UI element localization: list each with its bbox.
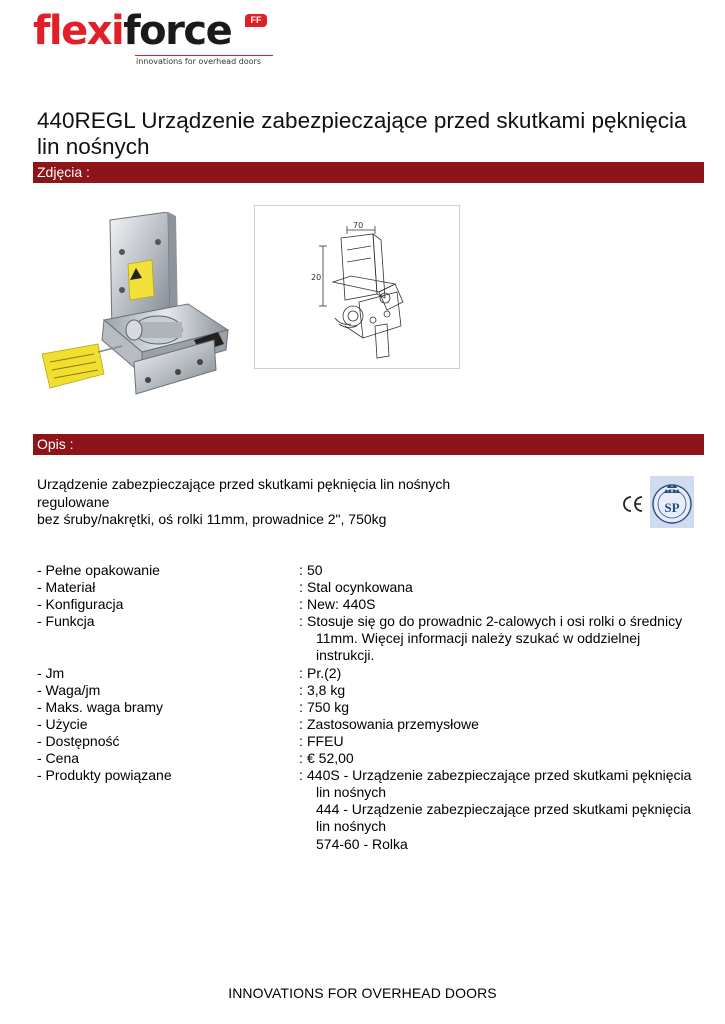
- spec-value-line: € 52,00: [307, 750, 354, 767]
- spec-row: [37, 562, 713, 579]
- spec-separator: :: [299, 681, 303, 698]
- spec-separator: :: [299, 698, 303, 715]
- technical-drawing-icon: [255, 206, 459, 368]
- description-line: Urządzenie zabezpieczające przed skutkami pęknięcia lin nośnych: [37, 476, 451, 492]
- brand-rule: [135, 55, 273, 56]
- brand-wordmark-part1: flexi: [33, 8, 124, 54]
- spec-value: [307, 562, 713, 579]
- page-title: 440REGL Urządzenie zabezpieczające przed skutkami pęknięcia lin nośnych: [37, 108, 687, 159]
- spec-value-line: Pr.(2): [307, 664, 342, 681]
- spec-value-line: 574-60 - Rolka: [316, 835, 408, 852]
- spec-row: [37, 750, 713, 767]
- spec-separator: :: [299, 750, 303, 767]
- spec-value-line: lin nośnych: [316, 818, 387, 835]
- brand-badge-icon: FF: [245, 14, 267, 27]
- spec-value-line: 750 kg: [307, 698, 350, 715]
- spec-value: [307, 579, 713, 596]
- spec-row: [37, 699, 713, 716]
- brand-wordmark-part2: force: [123, 8, 232, 54]
- spec-value-line: 440S - Urządzenie zabezpieczające przed skutkami pęknięcia: [307, 767, 692, 784]
- sp-seal-text: SP: [664, 500, 680, 515]
- spec-value-line: 444 - Urządzenie zabezpieczające przed skutkami pęknięcia: [316, 801, 692, 818]
- technical-drawing: [254, 205, 460, 369]
- product-description: [37, 476, 597, 529]
- spec-value: [307, 733, 713, 750]
- spec-separator: :: [299, 715, 303, 732]
- spec-separator: :: [299, 579, 303, 596]
- spec-value-line: 3,8 kg: [307, 681, 346, 698]
- spec-value-line: Stal ocynkowana: [307, 579, 413, 596]
- brand-logo: [33, 10, 273, 66]
- spec-label: - Produkty powiązane: [37, 767, 172, 784]
- ce-mark-icon: [622, 495, 644, 513]
- spec-value: [307, 716, 713, 733]
- spec-value: [307, 613, 713, 664]
- spec-label: - Pełne opakowanie: [37, 562, 160, 578]
- page-footer: INNOVATIONS FOR OVERHEAD DOORS: [228, 985, 497, 1001]
- spec-label: - Dostępność: [37, 732, 120, 749]
- spec-label: - Użycie: [37, 715, 88, 732]
- spec-row: [37, 579, 713, 596]
- spec-label: - Jm: [37, 664, 65, 681]
- drawing-dim-top: 70: [353, 221, 364, 230]
- spec-value: [307, 767, 713, 852]
- spec-separator: :: [299, 767, 303, 784]
- brand-wordmark: [33, 6, 231, 56]
- spec-value-line: FFEU: [307, 732, 344, 749]
- spec-separator: :: [299, 596, 303, 613]
- spec-label: - Cena: [37, 750, 80, 767]
- spec-value: [307, 699, 713, 716]
- spec-row: [37, 682, 713, 699]
- spec-label: - Materiał: [37, 579, 96, 596]
- product-photo-icon: [38, 212, 238, 402]
- spec-value: [307, 750, 713, 767]
- spec-value-line: 50: [307, 562, 323, 578]
- sp-certification-seal-icon: [650, 476, 694, 528]
- spec-separator: :: [299, 613, 303, 630]
- spec-value-line: Stosuje się go do prowadnic 2-calowych i osi rolki o średnicy: [307, 613, 683, 630]
- spec-value-line: instrukcji.: [316, 647, 375, 664]
- spec-row: [37, 767, 713, 852]
- spec-value-line: lin nośnych: [316, 784, 387, 801]
- spec-value-line: New: 440S: [307, 596, 376, 613]
- description-line: regulowane: [37, 493, 110, 510]
- spec-value: [307, 596, 713, 613]
- spec-row: [37, 613, 713, 664]
- spec-value-line: Zastosowania przemysłowe: [307, 715, 479, 732]
- specifications-list: [37, 562, 713, 853]
- description-line: bez śruby/nakrętki, oś rolki 11mm, prowadnice 2", 750kg: [37, 511, 387, 527]
- spec-separator: :: [299, 732, 303, 749]
- description-section-header: Opis :: [33, 434, 704, 455]
- spec-separator: :: [299, 562, 303, 578]
- spec-row: [37, 716, 713, 733]
- spec-value-line: 11mm. Więcej informacji należy szukać w oddzielnej: [316, 630, 641, 647]
- photos-section-header: Zdjęcia :: [33, 162, 704, 183]
- spec-label: - Konfiguracja: [37, 596, 124, 613]
- spec-row: [37, 596, 713, 613]
- spec-row: [37, 665, 713, 682]
- drawing-dim-side: 20: [311, 273, 322, 282]
- spec-label: - Waga/jm: [37, 681, 101, 698]
- spec-row: [37, 733, 713, 750]
- brand-tagline: innovations for overhead doors: [136, 57, 262, 66]
- spec-label: - Funkcja: [37, 613, 95, 630]
- spec-separator: :: [299, 664, 303, 681]
- spec-value: [307, 682, 713, 699]
- spec-label: - Maks. waga bramy: [37, 698, 164, 715]
- spec-value: [307, 665, 713, 682]
